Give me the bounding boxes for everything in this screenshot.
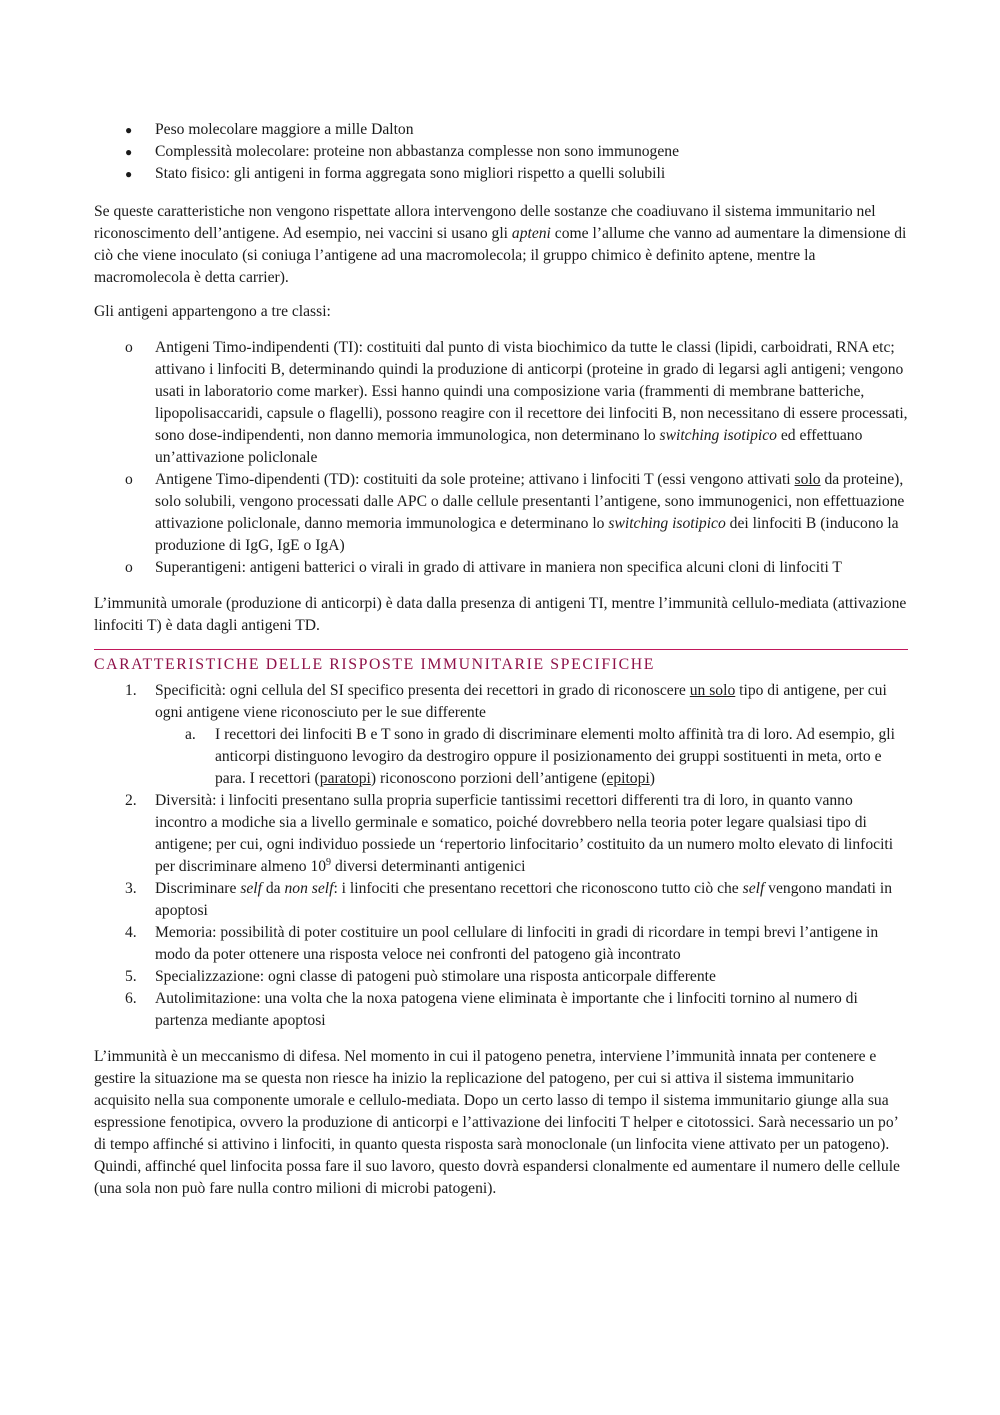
- sub-list: [155, 724, 908, 790]
- features-list: [94, 680, 908, 1032]
- circle-bullet-icon: o: [125, 559, 133, 576]
- list-item: 6. Autolimitazione: una volta che la noxa patogena viene eliminata è importante che i linfociti tornino al numero di partenza mediante apoptosi: [125, 990, 858, 1029]
- bullet-list: [94, 119, 908, 185]
- list-item: o Antigene Timo-dipendenti (TD): costituiti da sole proteine; attivano i linfociti T (essi vengono attivati solo da proteine), solo solubili, vengono processati dalle APC o dalle cellule presentanti l’antigene, sono immunogenici, non effettuazione attivazione policlonale, danno memoria immunologica e determinano lo switching isotipico dei linfociti B (inducono la produzione di IgG, IgE o IgA): [125, 471, 905, 554]
- list-item: 4. Memoria: possibilità di poter costituire un pool cellulare di linfociti in gradi di ricordare in tempi brevi l’antigene in modo da poter ottenere una risposta veloce nei confronti del patogeno già incontrato: [125, 924, 879, 963]
- list-item: o Superantigeni: antigeni batterici o virali in grado di attivare in maniera non specifica alcuni cloni di linfociti T: [94, 557, 908, 579]
- bullet-icon: ●: [125, 123, 133, 137]
- circle-bullet-icon: o: [125, 339, 133, 356]
- list-item: ● Complessità molecolare: proteine non abbastanza complesse non sono immunogene: [94, 141, 908, 163]
- bullet-icon: ●: [125, 145, 133, 159]
- list-item: 5. Specializzazione: ogni classe di patogeni può stimolare una risposta anticorpale differente: [125, 968, 716, 985]
- bullet-icon: ●: [125, 167, 133, 181]
- antigen-classes-list: [94, 337, 908, 579]
- list-item: 3. Discriminare self da non self: i linfociti che presentano recettori che riconoscono tutto ciò che self vengono mandati in apoptosi: [125, 880, 893, 919]
- page-content: [94, 119, 908, 1200]
- list-item: 1. Specificità: ogni cellula del SI specifico presenta dei recettori in grado di riconoscere un solo tipo di antigene, per cui ogni antigene viene riconosciuto per le sue differente a. I recettori dei linfociti B e T sono in grado di discriminare elementi molto affinità tra di loro. Ad esempio, gli anticorpi distinguono levogiro da destrogiro oppure il posizionamento dei gruppi sostituenti in meta, orto e para. I recettori (paratopi) riconoscono porzioni dell’antigene (epitopi): [94, 680, 908, 790]
- list-item: a. I recettori dei linfociti B e T sono in grado di discriminare elementi molto affinità tra di loro. Ad esempio, gli anticorpi distinguono levogiro da destrogiro oppure il posizionamento dei gruppi sostituenti in meta, orto e para. I recettori (paratopi) riconoscono porzioni dell’antigene (epitopi): [185, 726, 895, 787]
- circle-bullet-icon: o: [125, 471, 133, 488]
- paragraph-defense: L’immunità è un meccanismo di difesa. Nel momento in cui il patogeno penetra, interviene l’immunità innata per contenere e gestire la situazione ma se questa non riesce ha inizio la replicazione del patogeno, per cui si attiva il sistema immunitario acquisito nella sua componente umorale e cellulo-mediata. Dopo un certo lasso di tempo il sistema immunitario giunge alla sua espressione fenotipica, ovvero la produzione di anticorpi e l’attivazione dei linfociti T helper e citotossici. Sarà necessario un po’ di tempo affinché si attivino i linfociti, in quanto questa risposta sarà monoclonale (un linfocita viene attivato per un patogeno). Quindi, affinché quel linfocita possa fare il suo lavoro, questo dovrà espandersi clonalmente ed aumentare il numero delle cellule (una sola non può fare nulla contro milioni di microbi patogeni).: [94, 1048, 900, 1197]
- paragraph-immunity-types: L’immunità umorale (produzione di anticorpi) è data dalla presenza di antigeni TI, mentre l’immunità cellulo-mediata (attivazione linfociti T) è data dagli antigeni TD.: [94, 595, 907, 634]
- list-item: ● Stato fisico: gli antigeni in forma aggregata sono migliori rispetto a quelli solubili: [94, 163, 908, 185]
- section-heading: CARATTERISTICHE DELLE RISPOSTE IMMUNITARIE SPECIFICHE: [94, 649, 908, 676]
- paragraph-classes-intro: Gli antigeni appartengono a tre classi:: [94, 303, 331, 320]
- list-item: ● Peso molecolare maggiore a mille Dalton: [94, 119, 908, 141]
- list-item: 2. Diversità: i linfociti presentano sulla propria superficie tantissimi recettori differenti tra di loro, in quanto vanno incontro a modiche sia a livello germinale e somatico, poiché dovrebbero nella teoria poter legare qualsiasi tipo di antigene; per cui, ogni individuo possiede un ‘repertorio linfocitario’ costituito da un numero molto elevato di linfociti per discriminare almeno $10^9$ diversi determinanti antigenici: [125, 792, 894, 875]
- paragraph-apteni: Se queste caratteristiche non vengono rispettate allora intervengono delle sostanze che coadiuvano il sistema immunitario nel riconoscimento dell’antigene. Ad esempio, nei vaccini si usano gli apteni come l’allume che vanno ad aumentare la dimensione di ciò che viene inoculato (si coniuga l’antigene ad una macromolecola; il gruppo chimico è definito aptene, mentre la macromolecola è detta carrier).: [94, 203, 907, 286]
- list-item: o Antigeni Timo-indipendenti (TI): costituiti dal punto di vista biochimico da tutte le classi (lipidi, carboidrati, RNA etc; attivano i linfociti B, determinando quindi la produzione di anticorpi (proteine in grado di legarsi agli antigeni; vengono usati in laboratorio come marker). Essi hanno quindi una composizione varia (frammenti di membrane batteriche, lipopolisaccaridi, capsule o flagelli), possono reagire con il recettore dei linfociti B, non necessitano di essere processati, sono dose-indipendenti, non danno memoria immunologica, non determinano lo switching isotipico ed effettuano un’attivazione policlonale: [125, 339, 908, 466]
